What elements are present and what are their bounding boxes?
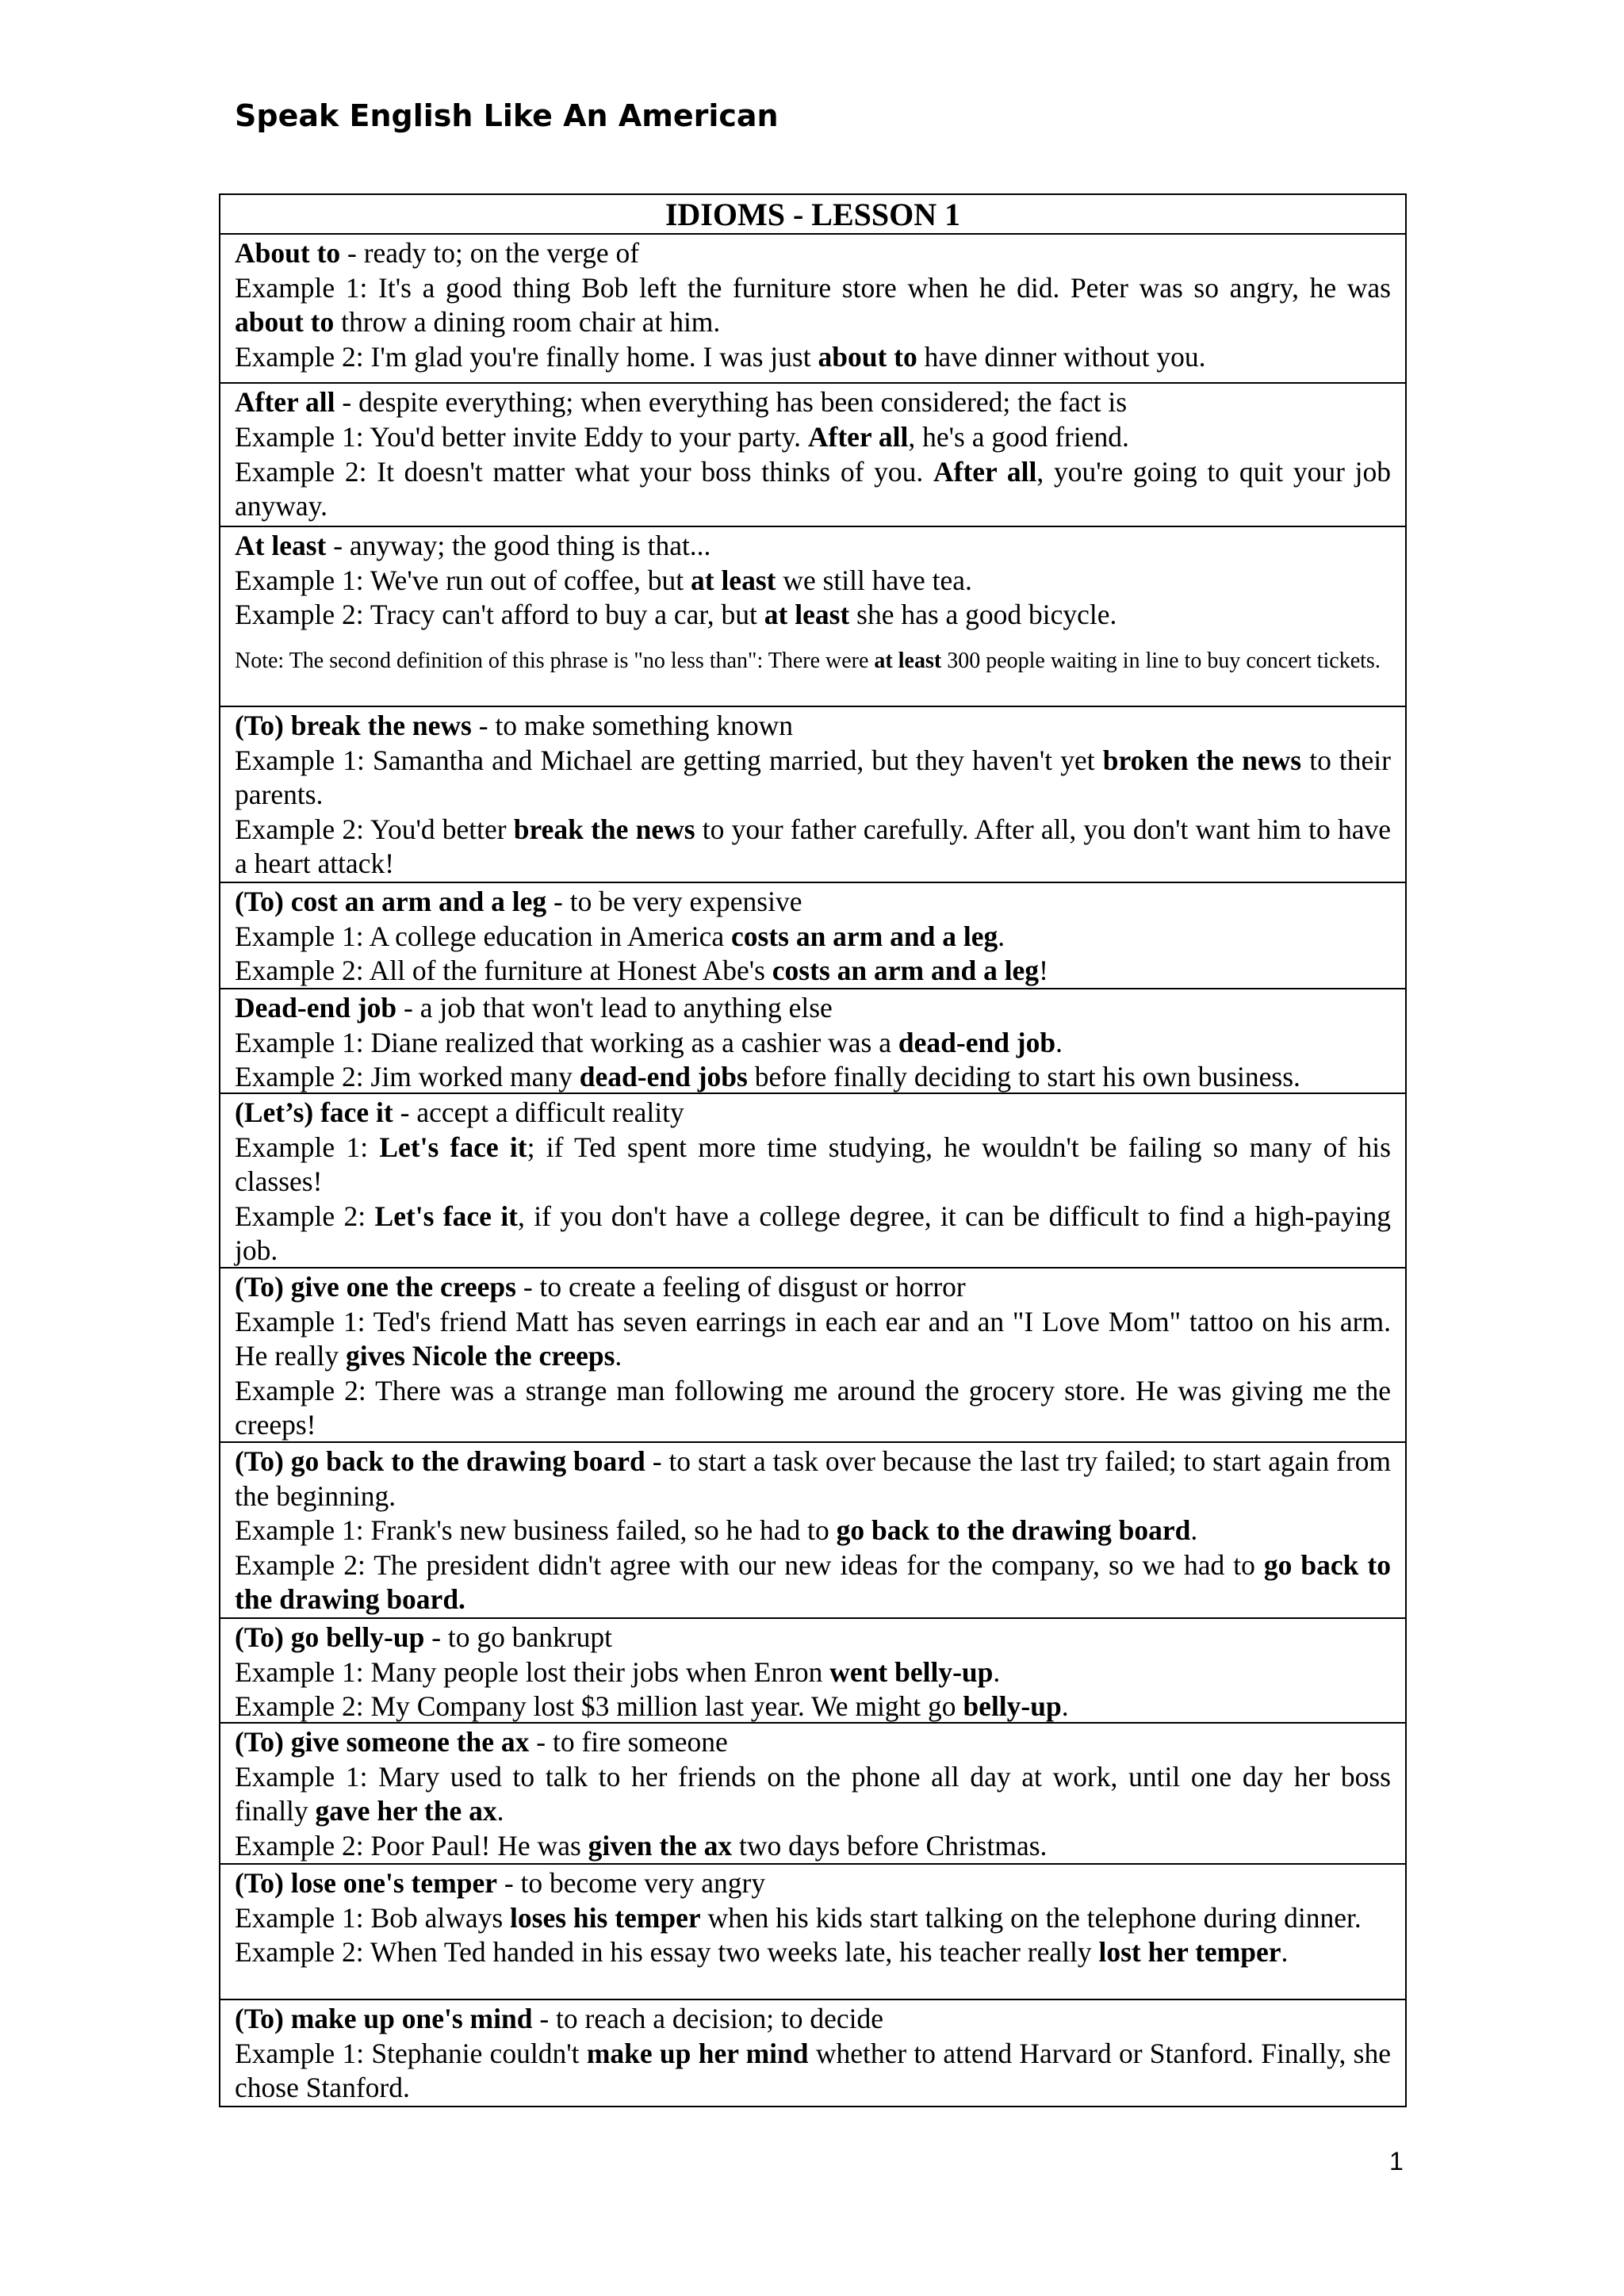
idiom-definition [235, 885, 1391, 920]
text-segment: Example 1: Samantha and Michael are getting married, but they haven't yet [235, 744, 1103, 776]
text-segment: , he's a good friend. [908, 421, 1129, 453]
text-segment: . [998, 920, 1005, 952]
text-segment: we still have tea. [776, 564, 972, 596]
idiom-phrase: (To) cost an arm and a leg [235, 886, 547, 918]
idiom-example [235, 2037, 1391, 2106]
text-segment: - to start a task over because the last try failed; to start again from the beginning. [235, 1445, 1392, 1512]
idiom-phrase: (To) lose one's temper [235, 1867, 497, 1900]
idiom-phrase: After all [933, 455, 1037, 488]
idiom-entry-about-to [220, 235, 1405, 384]
idiom-example [235, 1305, 1391, 1374]
idiom-phrase: make up her mind [586, 2037, 809, 2069]
idiom-phrase: broken the news [1102, 744, 1302, 776]
text-segment: - a job that won't lead to anything else [396, 992, 833, 1024]
idiom-phrase: After all [235, 386, 335, 419]
page-number: 1 [1389, 2147, 1404, 2175]
text-segment: when his kids start talking on the telephone during dinner. [700, 1901, 1362, 1934]
idiom-example [235, 954, 1391, 989]
idiom-phrase: dead-end job [898, 1026, 1056, 1058]
text-segment: - to make something known [471, 710, 794, 742]
text-segment: Example 2: When Ted handed in his essay two weeks late, his teacher really [235, 1936, 1099, 1969]
idiom-example [235, 1548, 1391, 1617]
text-segment: , you're going to quit your job anyway. [235, 455, 1391, 522]
text-segment: . [1055, 1026, 1063, 1058]
idiom-entry-break-the-news [220, 707, 1405, 883]
idiom-definition [235, 1270, 1391, 1305]
text-segment: she has a good bicycle. [849, 599, 1117, 631]
idiom-example [235, 455, 1391, 524]
text-segment: Example 2: [235, 1200, 375, 1232]
idiom-example [235, 1689, 1391, 1724]
text-segment: whether to attend Harvard or Stanford. Finally, she chose Stanford. [235, 2037, 1391, 2104]
idiom-example [235, 1026, 1391, 1061]
idiom-example [235, 1901, 1391, 1936]
idioms-table [219, 193, 1407, 2107]
text-segment: Example 1: You'd better invite Eddy to your party. [235, 421, 808, 453]
idiom-example [235, 598, 1391, 633]
idiom-example [235, 920, 1391, 955]
idiom-example [235, 1655, 1391, 1690]
text-segment: . [496, 1795, 504, 1827]
text-segment: Example 1: Frank's new business failed, so he had to [235, 1514, 837, 1547]
idiom-phrase: gives Nicole the creeps [345, 1340, 615, 1372]
text-segment: have dinner without you. [917, 340, 1206, 373]
text-segment: - anyway; the good thing is that... [326, 530, 711, 562]
idiom-example [235, 340, 1391, 375]
text-segment: Example 2: Poor Paul! He was [235, 1829, 588, 1862]
text-segment: to their parents. [235, 744, 1391, 811]
idiom-entry-at-least [220, 527, 1405, 707]
idiom-entry-give-one-the-creeps [220, 1269, 1405, 1443]
idiom-definition [235, 991, 1391, 1026]
idiom-phrase: After all [807, 421, 909, 453]
idiom-example [235, 1131, 1391, 1200]
idiom-phrase: Dead-end job [235, 992, 397, 1024]
text-segment: Example 1: Diane realized that working as a cashier was a [235, 1026, 898, 1058]
idiom-phrase: At least [235, 530, 327, 562]
idiom-definition [235, 1866, 1391, 1901]
text-segment: Example 1: Mary used to talk to her friends on the phone all day at work, until one day her boss finally [235, 1760, 1391, 1827]
idiom-phrase: About to [235, 237, 341, 269]
idiom-example [235, 1374, 1391, 1443]
idiom-example [235, 813, 1391, 882]
text-segment: . [1190, 1514, 1198, 1547]
text-segment: to your father carefully. After all, you don't want him to have a heart attack! [235, 813, 1391, 880]
idiom-entry-face-it [220, 1094, 1405, 1269]
idiom-phrase: (To) make up one's mind [235, 2003, 533, 2035]
idiom-definition [235, 529, 1391, 564]
text-segment: 300 people waiting in line to buy concert tickets. [941, 649, 1381, 673]
text-segment: - accept a difficult reality [393, 1096, 684, 1129]
text-segment: Example 2: My Company lost $3 million last year. We might go [235, 1690, 963, 1723]
idiom-example [235, 1060, 1391, 1095]
idiom-phrase: gave her the ax [315, 1795, 497, 1827]
idiom-phrase: go back to the drawing board [836, 1514, 1191, 1547]
idiom-example [235, 420, 1391, 455]
idiom-note [235, 647, 1391, 675]
idiom-entry-lose-ones-temper [220, 1865, 1405, 2000]
text-segment: Example 1: Ted's friend Matt has seven earrings in each ear and an "I Love Mom" tattoo on his arm. He really [235, 1305, 1391, 1372]
idiom-phrase: Let's face it [374, 1200, 518, 1232]
idiom-phrase: loses his temper [510, 1901, 701, 1934]
idiom-phrase: (To) go belly-up [235, 1621, 425, 1654]
idiom-definition [235, 236, 1391, 271]
text-segment: - to reach a decision; to decide [532, 2003, 884, 2035]
idiom-phrase: lost her temper [1098, 1936, 1281, 1969]
text-segment: Example 1: Stephanie couldn't [235, 2037, 587, 2069]
idiom-entry-go-back-to-the-drawing-board [220, 1443, 1405, 1619]
text-segment: two days before Christmas. [732, 1829, 1048, 1862]
idiom-phrase: (To) go back to the drawing board [235, 1445, 645, 1478]
idiom-definition [235, 709, 1391, 744]
idiom-phrase: at least [874, 649, 942, 673]
lesson-title: IDIOMS - LESSON 1 [220, 195, 1405, 235]
text-segment: - to create a feeling of disgust or horror [515, 1271, 966, 1303]
text-segment: before finally deciding to start his own business. [747, 1061, 1300, 1093]
page-header-title: Speak English Like An American [235, 98, 779, 133]
idiom-definition [235, 1096, 1391, 1131]
text-segment: - to go bankrupt [424, 1621, 612, 1654]
text-segment: - ready to; on the verge of [340, 237, 640, 269]
text-segment: Example 2: There was a strange man following me around the grocery store. He was giving me the creeps! [235, 1374, 1391, 1441]
text-segment: Example 2: The president didn't agree with our new ideas for the company, so we had to [235, 1548, 1264, 1581]
text-segment: , if you don't have a college degree, it can be difficult to find a high-paying job. [235, 1200, 1391, 1267]
idiom-example [235, 744, 1391, 813]
idiom-example [235, 564, 1391, 599]
text-segment: . [993, 1655, 1001, 1688]
idiom-phrase: costs an arm and a leg [772, 955, 1040, 987]
idiom-example [235, 1760, 1391, 1829]
text-segment: throw a dining room chair at him. [334, 306, 721, 339]
text-segment: - to fire someone [529, 1726, 728, 1758]
text-segment: Example 2: All of the furniture at Honest Abe's [235, 955, 772, 987]
text-segment: Example 2: You'd better [235, 813, 514, 845]
idiom-phrase: about to [818, 340, 917, 373]
idiom-entry-give-someone-the-ax [220, 1724, 1405, 1865]
idiom-example [235, 1200, 1391, 1269]
idiom-phrase: (Let’s) face it [235, 1096, 393, 1129]
text-segment: - to be very expensive [546, 886, 802, 918]
text-segment: Example 2: Jim worked many [235, 1061, 580, 1093]
idiom-example [235, 1829, 1391, 1864]
idiom-entry-make-up-ones-mind [220, 2000, 1405, 2106]
idiom-phrase: went belly-up [829, 1655, 994, 1688]
text-segment: Example 1: Many people lost their jobs when Enron [235, 1655, 830, 1688]
idiom-definition [235, 1621, 1391, 1655]
idiom-phrase: about to [235, 306, 335, 339]
idiom-entry-after-all [220, 384, 1405, 527]
text-segment: Example 2: It doesn't matter what your boss thinks of you. [235, 455, 933, 488]
text-segment: Example 1: We've run out of coffee, but [235, 564, 691, 596]
idiom-phrase: Let's face it [379, 1131, 527, 1163]
idiom-entry-go-belly-up [220, 1619, 1405, 1724]
text-segment: . [615, 1340, 622, 1372]
text-segment: - despite everything; when everything has been considered; the fact is [335, 386, 1128, 419]
text-segment: . [1281, 1936, 1289, 1969]
text-segment: ! [1039, 955, 1048, 987]
idiom-definition [235, 1445, 1391, 1513]
idiom-phrase: belly-up [963, 1690, 1062, 1723]
text-segment: Example 2: I'm glad you're finally home. I was just [235, 340, 818, 373]
idiom-phrase: at least [691, 564, 776, 596]
idiom-entry-dead-end-job [220, 989, 1405, 1094]
text-segment: Example 1: [235, 1131, 380, 1163]
idiom-phrase: costs an arm and a leg [730, 920, 998, 952]
idiom-phrase: (To) give one the creeps [235, 1271, 516, 1303]
idiom-example [235, 271, 1391, 340]
idiom-phrase: (To) give someone the ax [235, 1726, 530, 1758]
text-segment: - to become very angry [496, 1867, 766, 1900]
text-segment: Note: The second definition of this phrase is "no less than": There were [235, 649, 875, 673]
text-segment: Example 1: It's a good thing Bob left the furniture store when he did. Peter was so angry, he was [235, 271, 1391, 304]
idiom-example [235, 1513, 1391, 1548]
idiom-phrase: go back to the drawing board. [235, 1548, 1392, 1616]
idiom-phrase: dead-end jobs [579, 1061, 748, 1093]
idiom-phrase: at least [764, 599, 850, 631]
idiom-entry-cost-an-arm-and-a-leg [220, 883, 1405, 989]
idiom-example [235, 1935, 1391, 1970]
idiom-definition [235, 1725, 1391, 1760]
text-segment: Example 1: Bob always [235, 1901, 511, 1934]
idiom-phrase: break the news [513, 813, 695, 845]
idiom-phrase: given the ax [588, 1829, 733, 1862]
idiom-definition [235, 2002, 1391, 2037]
text-segment: . [1061, 1690, 1069, 1723]
text-segment: ; if Ted spent more time studying, he wouldn't be failing so many of his classes! [235, 1131, 1391, 1198]
text-segment: Example 1: A college education in America [235, 920, 731, 952]
idiom-definition [235, 385, 1391, 420]
text-segment: Example 2: Tracy can't afford to buy a car, but [235, 599, 764, 631]
idiom-phrase: (To) break the news [235, 710, 472, 742]
